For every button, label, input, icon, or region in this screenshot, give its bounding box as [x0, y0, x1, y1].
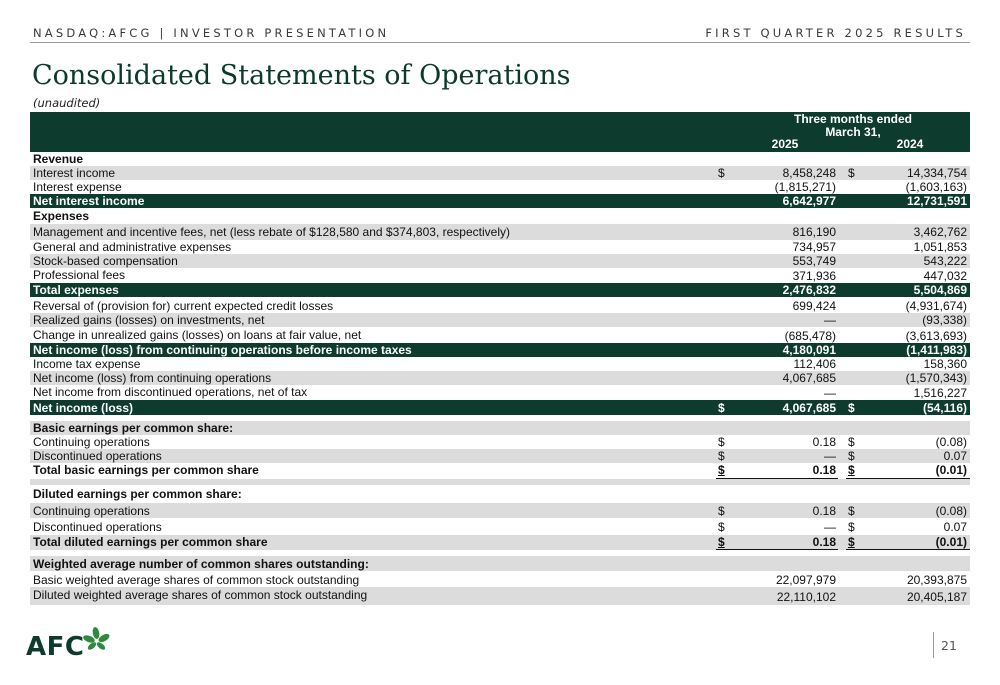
currency-2025: $ — [718, 504, 725, 518]
table-row-total — [30, 463, 970, 479]
value-2025: 0.18 — [812, 435, 836, 449]
value-2025: 4,067,685 — [782, 371, 836, 385]
table-row — [30, 518, 970, 535]
value-2024: (1,411,983) — [906, 343, 967, 357]
row-label: Continuing operations — [33, 504, 150, 518]
row-label: Professional fees — [33, 268, 126, 282]
table-row-total — [30, 343, 970, 357]
row-label: Net income from discontinued operations, net of tax — [33, 385, 308, 399]
value-2025: 22,097,979 — [775, 573, 836, 587]
table-row — [30, 240, 970, 254]
table-row — [30, 435, 970, 449]
table-row-total — [30, 400, 970, 415]
currency-2024: $ — [848, 401, 855, 415]
currency-2025: $ — [718, 166, 725, 180]
table-row-total — [30, 194, 970, 208]
currency-2024: $ — [848, 520, 855, 534]
value-2025: 816,190 — [792, 225, 836, 239]
row-label: Realized gains (losses) on investments, net — [33, 313, 265, 327]
value-2025: 4,067,685 — [782, 401, 836, 415]
value-2025: — — [824, 449, 836, 463]
row-label: Expenses — [33, 209, 90, 223]
row-label: Net interest income — [33, 194, 145, 208]
value-2025: 0.18 — [812, 504, 836, 518]
value-2025: 112,406 — [793, 357, 836, 371]
header-divider — [30, 42, 970, 43]
header-left: NASDAQ:AFCG | INVESTOR PRESENTATION — [33, 26, 390, 40]
row-label: Net income (loss) — [33, 401, 134, 415]
value-2025: 0.18 — [812, 463, 836, 477]
value-2025: 699,424 — [792, 299, 836, 313]
value-2024: (4,931,674) — [905, 299, 967, 313]
currency-2025: $ — [718, 401, 725, 415]
header-right: FIRST QUARTER 2025 RESULTS — [705, 26, 966, 40]
value-2024: 447,032 — [923, 269, 967, 283]
value-2024: (93,338) — [922, 313, 967, 327]
row-label: General and administrative expenses — [33, 240, 232, 254]
table-row-total — [30, 283, 970, 297]
row-label: Management and incentive fees, net (less rebate of $128,580 and $374,803, respectively) — [33, 225, 510, 239]
value-2025: (1,815,271) — [774, 180, 836, 194]
logo-text: AFC — [26, 632, 85, 662]
value-2024: 5,504,869 — [913, 283, 967, 297]
row-label: Interest expense — [33, 180, 122, 194]
value-2025: — — [824, 313, 836, 327]
row-label: Interest income — [33, 166, 116, 180]
row-label: Weighted average number of common shares outstanding: — [33, 557, 369, 571]
value-2024: 543,222 — [923, 254, 967, 268]
currency-2025: $ — [718, 520, 725, 534]
value-2025: 4,180,091 — [782, 343, 836, 357]
table-row — [30, 327, 970, 343]
row-label: Discontinued operations — [33, 449, 162, 463]
table-row — [30, 385, 970, 400]
table-row — [30, 208, 970, 224]
table-row — [30, 587, 970, 605]
page-title: Consolidated Statements of Operations — [32, 60, 571, 91]
row-label: Total expenses — [33, 283, 119, 297]
table-row — [30, 180, 970, 194]
table-row — [30, 313, 970, 327]
value-2024: 12,731,591 — [906, 194, 967, 208]
value-2024: (0.01) — [935, 535, 967, 549]
value-2025: — — [824, 386, 836, 400]
table-row — [30, 152, 970, 166]
table-row — [30, 166, 970, 180]
table-row — [30, 556, 970, 571]
period-header — [778, 113, 928, 139]
row-label: Basic earnings per common share: — [33, 421, 234, 435]
table-row — [30, 268, 970, 283]
row-label: Continuing operations — [33, 435, 150, 449]
row-label: Net income (loss) from continuing operations — [33, 371, 272, 385]
value-2025: 22,110,102 — [776, 590, 836, 604]
value-2024: 158,360 — [923, 357, 967, 371]
row-label: Change in unrealized gains (losses) on loans at fair value, net — [33, 328, 362, 342]
table-row — [30, 297, 970, 313]
row-label: Discontinued operations — [33, 520, 162, 534]
value-2025: 6,642,977 — [782, 194, 836, 208]
column-header-2025: 2025 — [771, 137, 799, 151]
table-row — [30, 485, 970, 503]
page-subtitle: (unaudited) — [33, 96, 101, 110]
row-label: Net income (loss) from continuing operations before income taxes — [33, 343, 412, 357]
value-2024: 14,334,754 — [906, 166, 967, 180]
value-2024: (1,570,343) — [905, 371, 967, 385]
currency-2024: $ — [848, 535, 855, 549]
row-label: Stock-based compensation — [33, 254, 178, 268]
value-2024: (3,613,693) — [905, 329, 967, 343]
row-label: Income tax expense — [33, 357, 141, 371]
value-2025: 2,476,832 — [782, 283, 836, 297]
value-2024: (0.01) — [935, 463, 967, 477]
value-2024: 1,051,853 — [913, 240, 967, 254]
table-row — [30, 571, 970, 587]
value-2025: 0.18 — [812, 535, 836, 549]
row-label: Total basic earnings per common share — [33, 463, 259, 477]
page-number: 21 — [941, 638, 957, 653]
value-2024: 0.07 — [943, 520, 967, 534]
row-label: Total diluted earnings per common share — [33, 535, 268, 549]
afc-logo — [26, 624, 114, 669]
value-2025: 371,936 — [792, 269, 836, 283]
value-2024: 3,462,762 — [913, 225, 967, 239]
currency-2024: $ — [848, 463, 855, 477]
value-2024: 1,516,227 — [913, 386, 967, 400]
table-row — [30, 224, 970, 240]
currency-2024: $ — [848, 435, 855, 449]
table-header — [30, 112, 970, 152]
table-row — [30, 421, 970, 435]
row-label: Diluted weighted average shares of common stock outstanding — [33, 588, 368, 602]
value-2024: 20,393,875 — [906, 573, 967, 587]
currency-2024: $ — [848, 449, 855, 463]
table-row — [30, 254, 970, 268]
value-2024: 20,405,187 — [906, 590, 967, 604]
currency-2025: $ — [718, 535, 725, 549]
currency-2025: $ — [718, 463, 725, 477]
row-label: Revenue — [33, 152, 84, 166]
value-2024: 0.07 — [943, 449, 967, 463]
table-row — [30, 449, 970, 463]
value-2025: 8,458,248 — [782, 166, 836, 180]
value-2025: — — [824, 520, 836, 534]
value-2024: (1,603,163) — [905, 180, 967, 194]
page-number-divider — [933, 632, 934, 658]
table-row — [30, 357, 970, 371]
value-2024: (0.08) — [935, 504, 967, 518]
value-2025: 734,957 — [792, 240, 836, 254]
table-row — [30, 371, 970, 385]
currency-2024: $ — [848, 504, 855, 518]
value-2025: (685,478) — [784, 329, 836, 343]
period-line-2: March 31, — [825, 125, 881, 139]
operations-table — [30, 112, 970, 605]
column-header-2024: 2024 — [896, 137, 924, 151]
currency-2025: $ — [718, 435, 725, 449]
row-label: Basic weighted average shares of common stock outstanding — [33, 573, 360, 587]
value-2024: (0.08) — [935, 435, 967, 449]
row-label: Reversal of (provision for) current expected credit losses — [33, 299, 334, 313]
table-row-total — [30, 535, 970, 550]
table-row — [30, 503, 970, 518]
currency-2025: $ — [718, 449, 725, 463]
period-line-1: Three months ended — [793, 112, 912, 126]
row-label: Diluted earnings per common share: — [33, 487, 242, 501]
value-2025: 553,749 — [792, 254, 836, 268]
currency-2024: $ — [848, 166, 855, 180]
value-2024: (54,116) — [922, 401, 967, 415]
